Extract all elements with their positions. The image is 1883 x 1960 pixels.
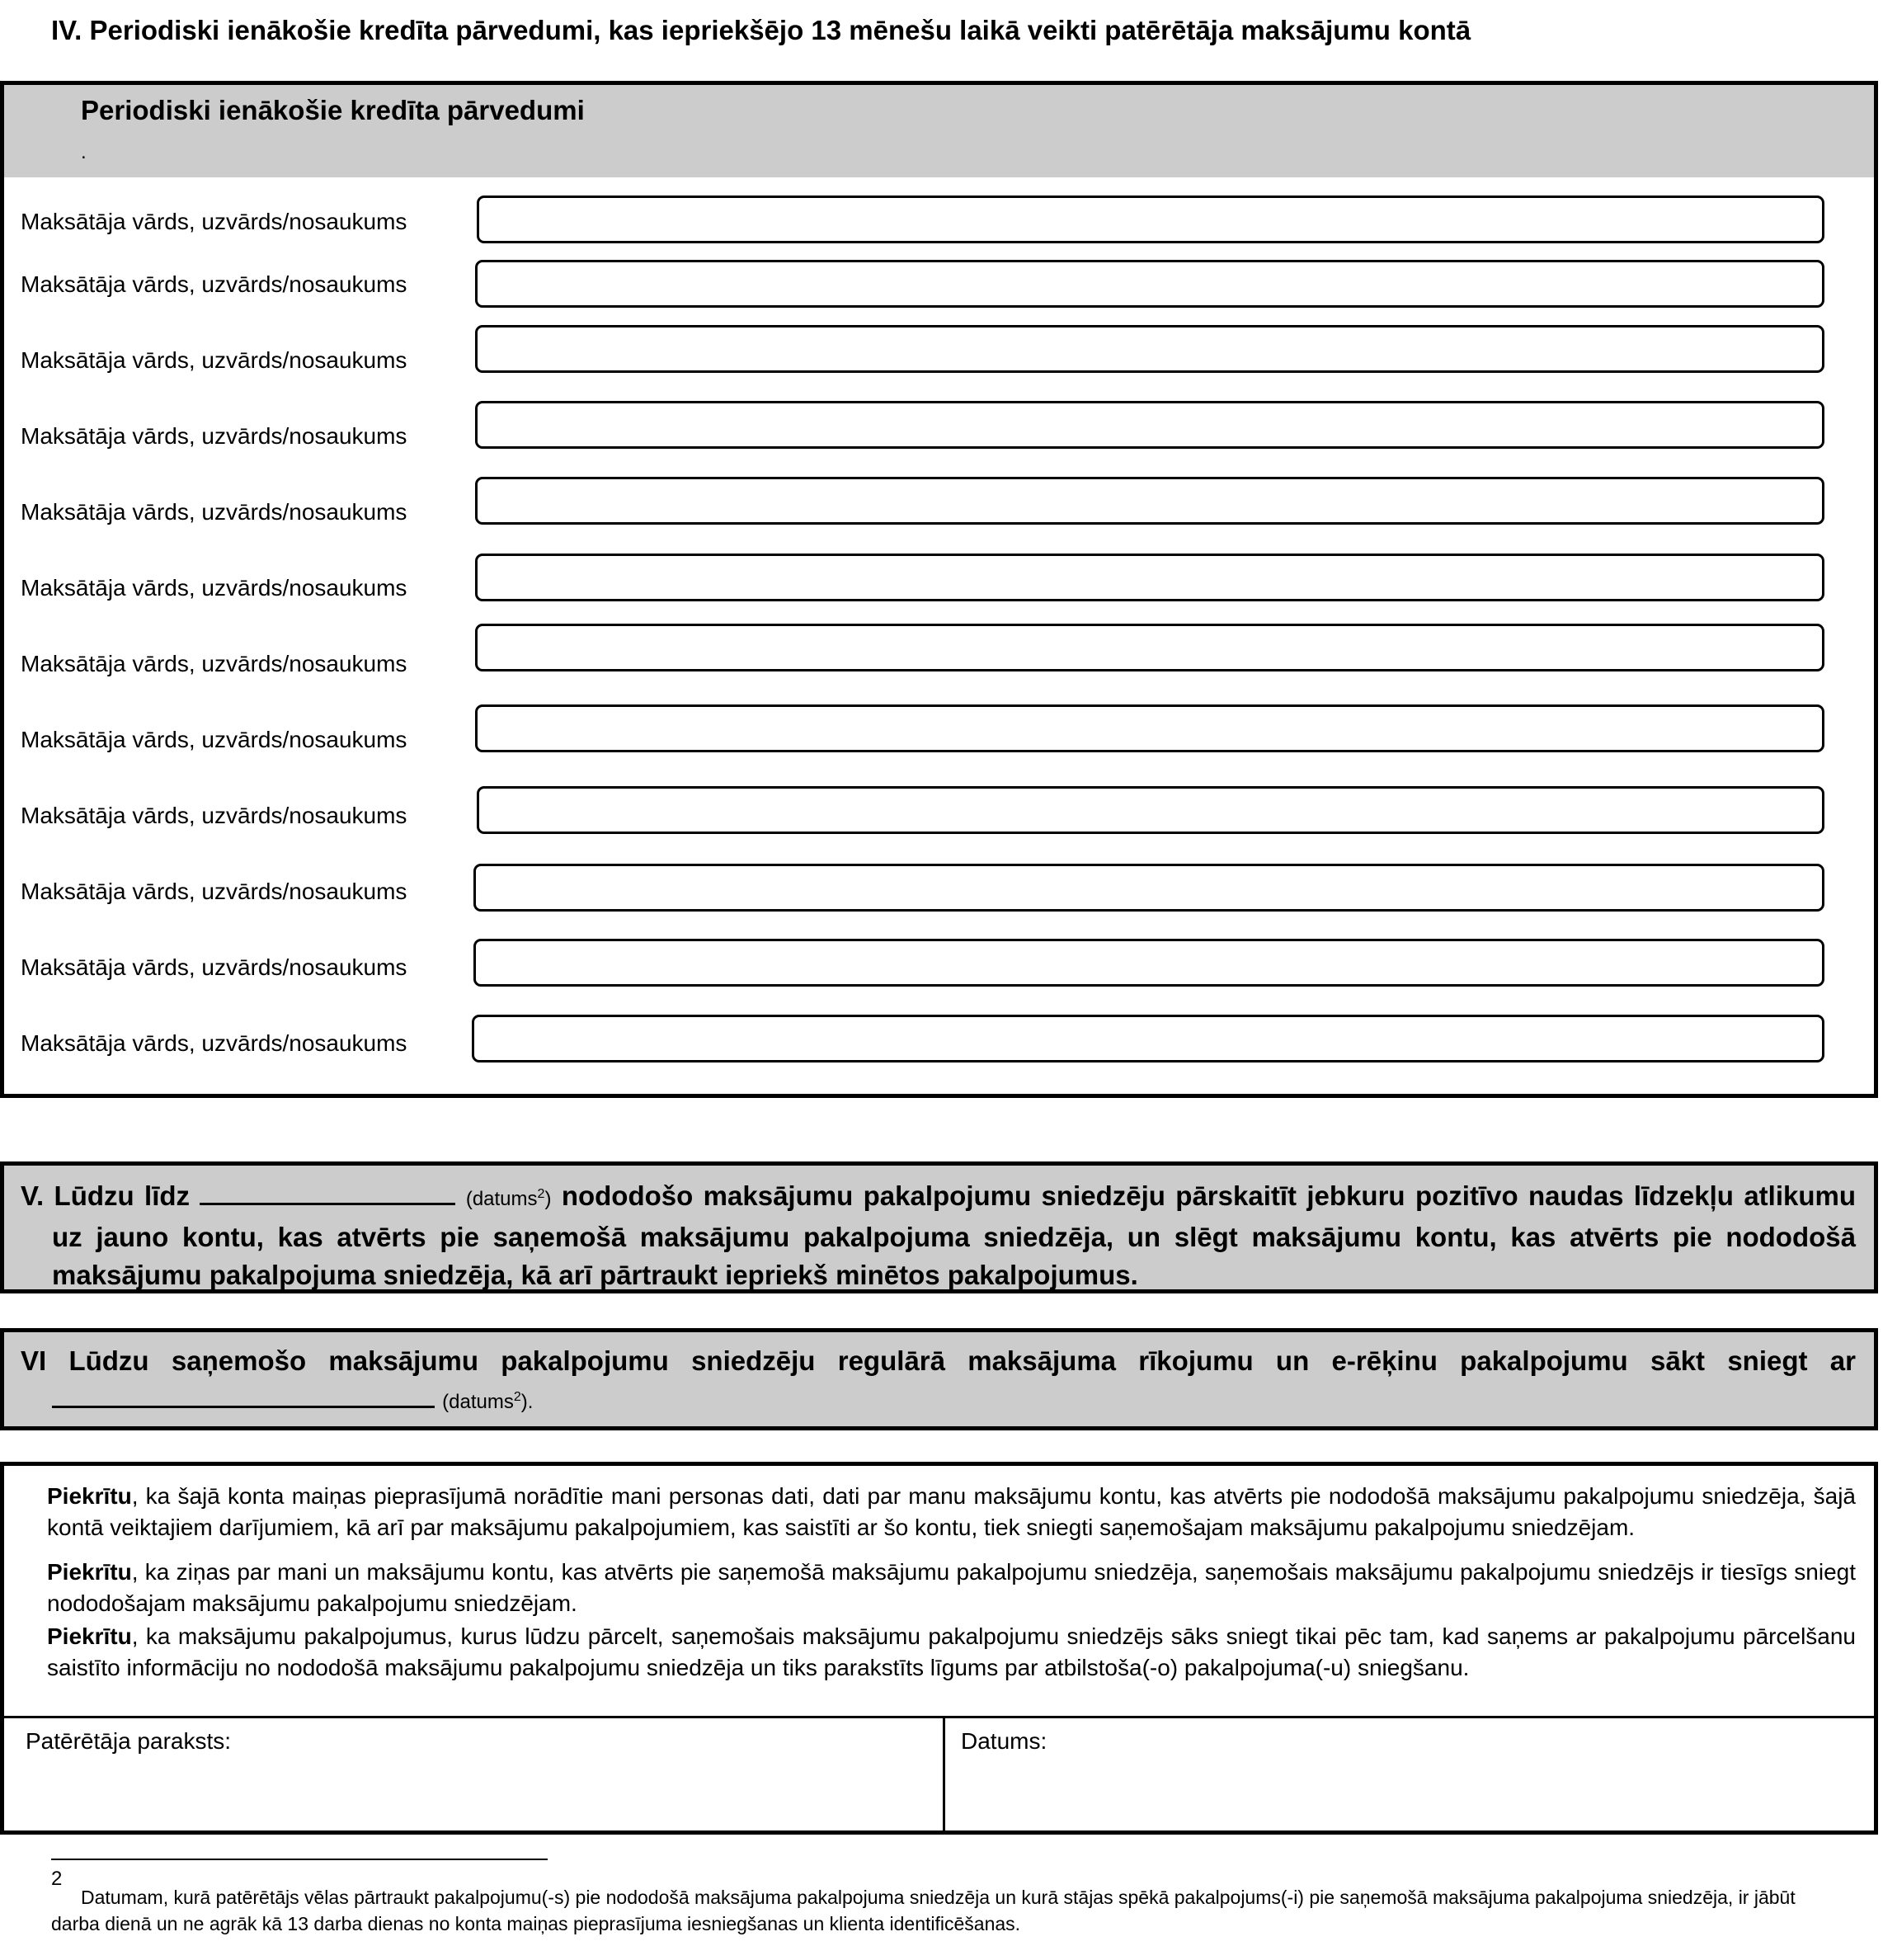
date-label: Datums: — [961, 1728, 1047, 1754]
consent-text: , ka ziņas par mani un maksājumu kontu, kas atvērts pie saņemošā maksājumu pakalpojumu sniedzēja, saņemošais maksājumu pakalpojumu sniedzējs ir tiesīgs sniegt nododošajam maksājumu pakalpojumu sniedzējam. — [47, 1559, 1856, 1616]
payer-name-label: Maksātāja vārds, uzvārds/nosaukums — [21, 803, 407, 828]
payer-name-label: Maksātāja vārds, uzvārds/nosaukums — [21, 423, 407, 449]
credit-transfers-table — [0, 81, 1878, 1098]
section-6-box — [0, 1328, 1878, 1430]
payer-name-label: Maksātāja vārds, uzvārds/nosaukums — [21, 954, 407, 980]
payer-name-label: Maksātāja vārds, uzvārds/nosaukums — [21, 879, 407, 904]
payer-name-label: Maksātāja vārds, uzvārds/nosaukums — [21, 209, 407, 234]
payer-name-label: Maksātāja vārds, uzvārds/nosaukums — [21, 499, 407, 525]
date-blank-line[interactable] — [200, 1180, 455, 1205]
payer-name-field[interactable] — [475, 624, 1824, 671]
payer-name-field[interactable] — [472, 1015, 1824, 1062]
payer-name-label: Maksātāja vārds, uzvārds/nosaukums — [21, 651, 407, 676]
payer-name-field[interactable] — [475, 260, 1824, 308]
date-note: (datums$^2$). — [442, 1390, 534, 1413]
consent-paragraph — [47, 1481, 1856, 1543]
payer-name-field[interactable] — [475, 554, 1824, 601]
payer-name-field[interactable] — [473, 864, 1824, 912]
payer-name-field[interactable] — [473, 939, 1824, 987]
table-header — [4, 85, 1874, 177]
footnote-ref: 2 — [513, 1390, 521, 1404]
payer-name-label: Maksātāja vārds, uzvārds/nosaukums — [21, 727, 407, 752]
section-5-text — [21, 1177, 1856, 1294]
section-6-text — [21, 1342, 1856, 1421]
table-header-title: Periodiski ienākošie kredīta pārvedumi — [81, 95, 585, 125]
payer-name-field[interactable] — [477, 786, 1824, 834]
section-5-prefix: V. Lūdzu līdz — [21, 1180, 191, 1211]
footnote-text: Datumam, kurā patērētājs vēlas pārtraukt pakalpojumu(-s) pie nododošā maksājuma pakalpojuma sniedzēja un kurā stājas spēkā pakalpojums(-i) pie saņemošā maksājuma pakalpojuma sniedzēja, ir jābūt darba dienā un ne agrāk kā 13 darba dienas no konta maiņas pieprasījuma iesniegšanas un klienta identificēšanas. — [51, 1887, 1796, 1934]
payer-name-label: Maksātāja vārds, uzvārds/nosaukums — [21, 271, 407, 297]
section-5-box — [0, 1161, 1878, 1293]
payer-name-label: Maksātāja vārds, uzvārds/nosaukums — [21, 575, 407, 601]
footnote-number: 2 — [51, 1868, 63, 1890]
payer-name-field[interactable] — [475, 704, 1824, 752]
consent-lead: Piekrītu — [47, 1483, 132, 1509]
footnote-ref: 2 — [537, 1187, 545, 1201]
payer-name-field[interactable] — [475, 477, 1824, 525]
payer-name-field[interactable] — [475, 401, 1824, 449]
payer-name-label: Maksātāja vārds, uzvārds/nosaukums — [21, 347, 407, 373]
section-6-body: VI Lūdzu saņemošo maksājumu pakalpojumu sniedzēju regulārā maksājuma rīkojumu un e-rēķinu pakalpojumu sākt sniegt ar — [21, 1345, 1856, 1376]
table-header-dot: . — [81, 141, 87, 163]
consent-lead: Piekrītu — [47, 1559, 132, 1585]
section-4-title: IV. Periodiski ienākošie kredīta pārvedumi, kas iepriekšējo 13 mēnešu laikā veikti patērētāja maksājumu kontā — [51, 15, 1471, 45]
payer-name-field[interactable] — [477, 196, 1824, 243]
payer-name-label: Maksātāja vārds, uzvārds/nosaukums — [21, 1030, 407, 1056]
date-note: (datums$^2$) — [465, 1187, 552, 1210]
consent-text: , ka maksājumu pakalpojumus, kurus lūdzu pārcelt, saņemošais maksājumu pakalpojumu sniedzējs sāks sniegt tikai pēc tam, kad saņems ar pakalpojumu pārcelšanu saistīto informāciju no nododošā maksājumu pakalpojumu sniedzēja un tiks parakstīts līgums par atbilstoša(-o) pakalpojuma(-u) sniegšanu. — [47, 1623, 1856, 1680]
signature-column-divider — [943, 1716, 945, 1830]
consent-text: , ka šajā konta maiņas pieprasījumā norādītie mani personas dati, dati par manu maksājumu kontu, kas atvērts pie nododošā maksājumu pakalpojumu sniedzēja, šajā kontā veiktajiem darījumiem, kā arī par maksājumu pakalpojumiem, kas saistīti ar šo kontu, tiek sniegti saņemošajam maksājumu pakalpojumu sniedzējam. — [47, 1483, 1856, 1540]
consent-lead: Piekrītu — [47, 1623, 132, 1649]
footnote-rule — [51, 1859, 548, 1860]
signature-divider — [4, 1716, 1874, 1718]
date-blank-line[interactable] — [52, 1383, 435, 1408]
consent-paragraph — [47, 1557, 1856, 1619]
section-5-body: nododošo maksājumu pakalpojumu sniedzēju pārskaitīt jebkuru pozitīvo naudas līdzekļu atlikumu uz jauno kontu, kas atvērts pie saņemošā maksājumu pakalpojuma sniedzēja, un slēgt maksājumu kontu, kas atvērts pie nododošā maksājumu pakalpojuma sniedzēja, kā arī pārtraukt iepriekš minētos pakalpojumus. — [52, 1180, 1857, 1290]
consent-box — [0, 1462, 1878, 1835]
consent-paragraph — [47, 1621, 1856, 1684]
payer-name-field[interactable] — [475, 325, 1824, 373]
signature-label: Patērētāja paraksts: — [26, 1728, 232, 1754]
